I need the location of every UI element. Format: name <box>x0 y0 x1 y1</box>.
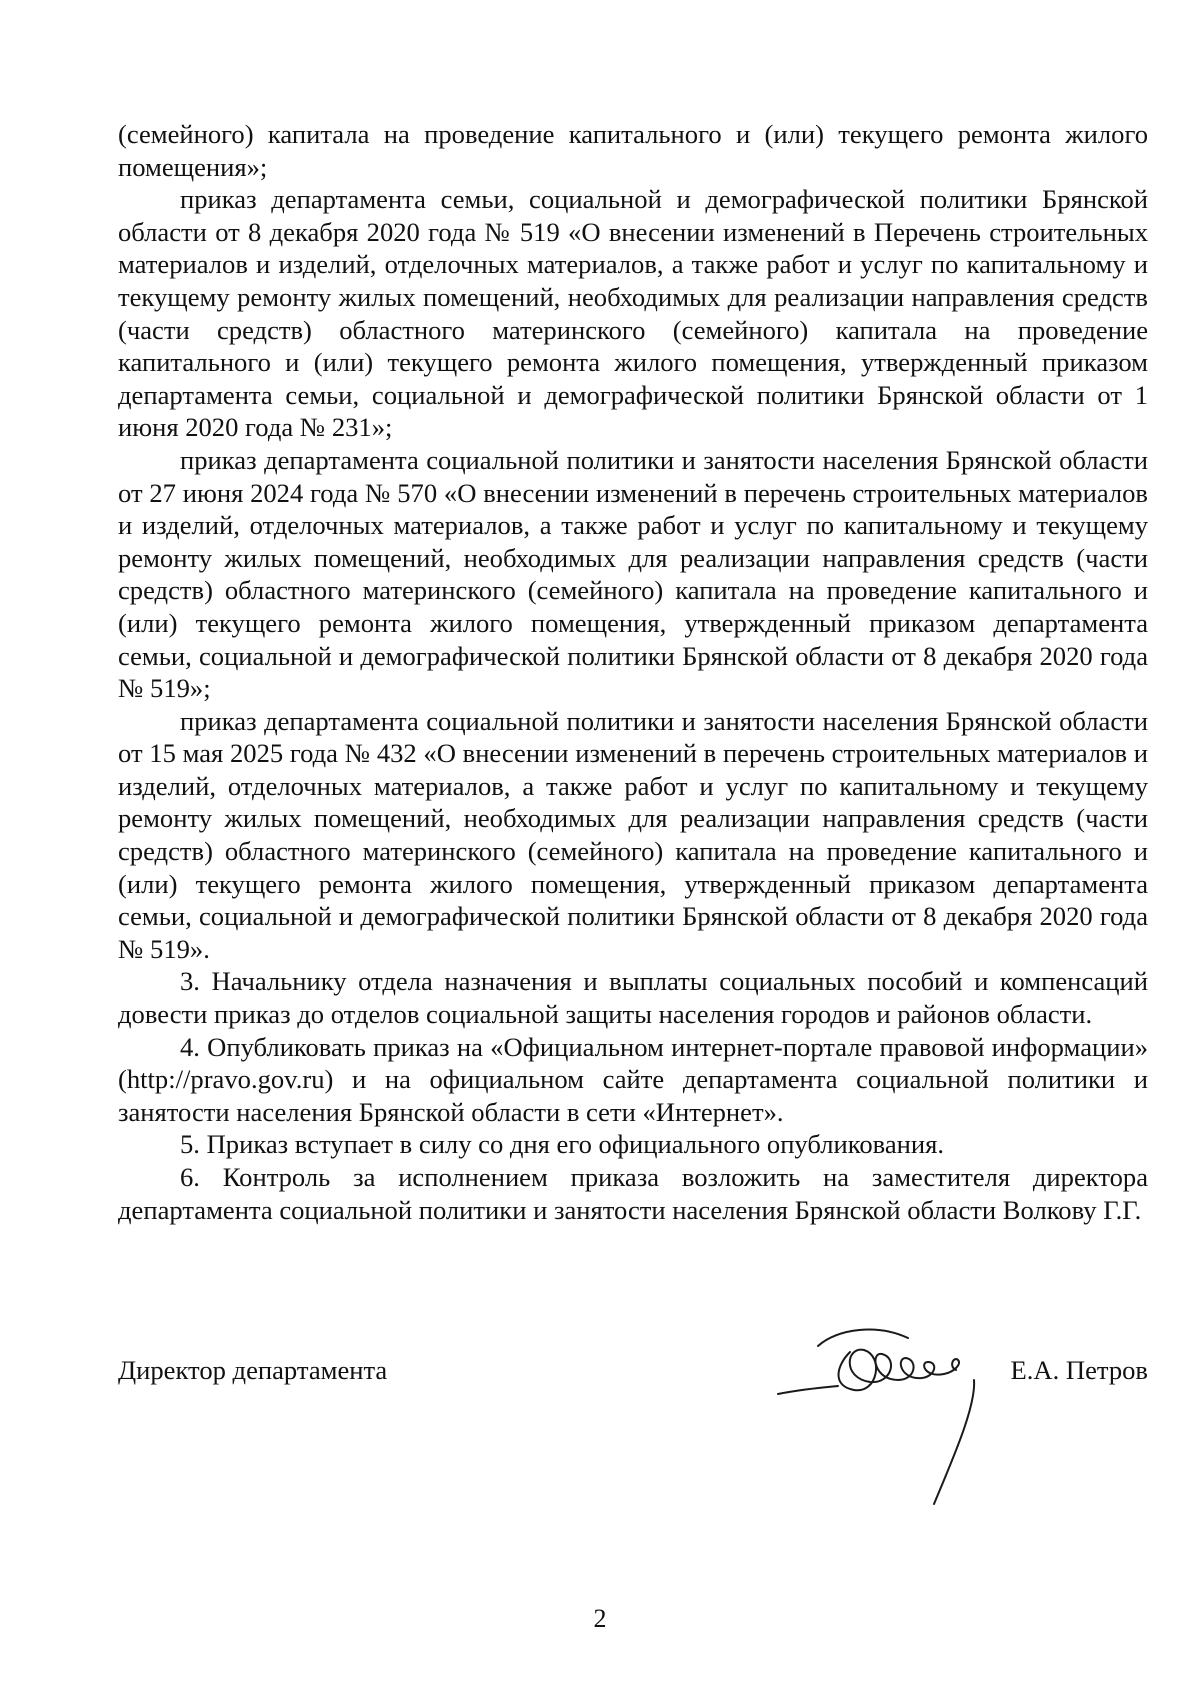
paragraph-continuation: (семейного) капитала на проведение капитального и (или) текущего ремонта жилого помещения»; <box>118 119 1148 182</box>
paragraph-order-570: приказ департамента социальной политики и занятости населения Брянской области от 27 июня 2024 года № 570 «О внесении изменений в перечень строительных материалов и изделий, отделочных материалов, а также работ и услуг по капитальному и текущему ремонту жилых помещений, необходимых для реализации направления средств (части средств) областного материнского (семейного) капитала на проведение капитального и (или) текущего ремонта жилого помещения, утвержденный приказом департамента семьи, социальной и демографической политики Брянской области от 8 декабря 2020 года № 519»; <box>118 444 1148 704</box>
paragraph-item-4: 4. Опубликовать приказ на «Официальном интернет-портале правовой информации» (http://pravo.gov.ru) и на официальном сайте департамента социальной политики и занятости населения Брянской области в сети «Интернет». <box>118 1031 1148 1127</box>
paragraph-item-5: 5. Приказ вступает в силу со дня его официального опубликования. <box>180 1129 944 1160</box>
signatory-title: Директор департамента <box>118 1355 388 1385</box>
document-body <box>118 118 1148 1226</box>
paragraph-order-519: приказ департамента семьи, социальной и демографической политики Брянской области от 8 декабря 2020 года № 519 «О внесении изменений в Перечень строительных материалов и изделий, отделочных материалов, а также работ и услуг по капитальному и текущему ремонту жилых помещений, необходимых для реализации направления средств (части средств) областного материнского (семейного) капитала на проведение капитального и (или) текущего ремонта жилого помещения, утвержденный приказом департамента семьи, социальной и демографической политики Брянской области от 1 июня 2020 года № 231»; <box>118 184 1148 443</box>
handwritten-signature <box>758 1316 1118 1526</box>
page-number: 2 <box>593 1604 607 1633</box>
paragraph-order-432: приказ департамента социальной политики и занятости населения Брянской области от 15 мая 2025 года № 432 «О внесении изменений в перечень строительных материалов и изделий, отделочных материалов, а также работ и услуг по капитальному и текущему ремонту жилых помещений, необходимых для реализации направления средств (части средств) областного материнского (семейного) капитала на проведение капитального и (или) текущего ремонта жилого помещения, утвержденный приказом департамента семьи, социальной и демографической политики Брянской области от 8 декабря 2020 года № 519». <box>118 705 1148 964</box>
signature-block <box>118 1340 1148 1540</box>
paragraph-item-3: 3. Начальнику отдела назначения и выплаты социальных пособий и компенсаций довести приказ до отделов социальной защиты населения городов и районов области. <box>118 966 1148 1030</box>
paragraph-item-6: 6. Контроль за исполнением приказа возложить на заместителя директора департамента социальной политики и занятости населения Брянской области Волкову Г.Г. <box>118 1162 1148 1225</box>
signatory-name: Е.А. Петров <box>1010 1355 1148 1385</box>
